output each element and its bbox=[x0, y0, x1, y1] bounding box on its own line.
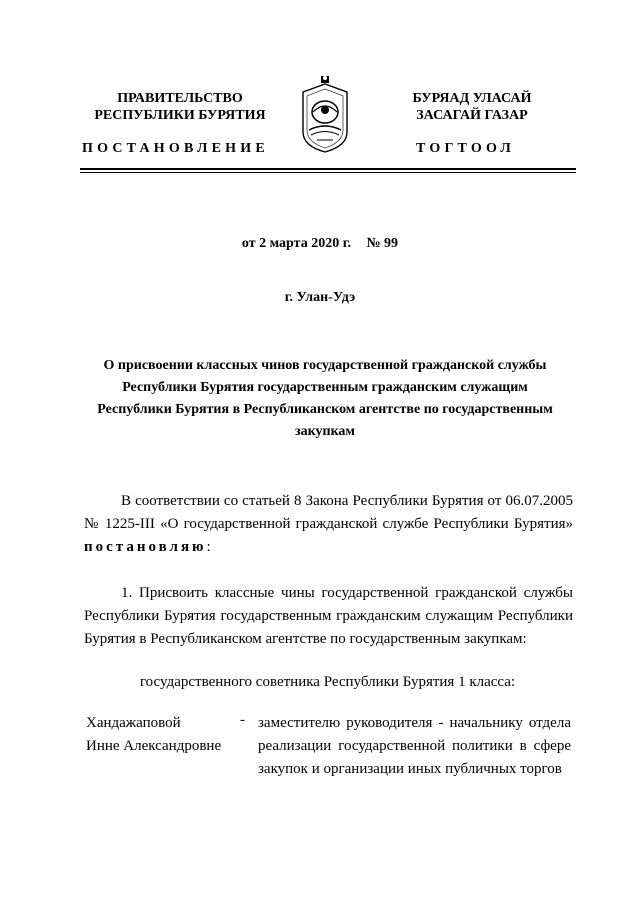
doc-type-left: ПОСТАНОВЛЕНИЕ bbox=[82, 141, 269, 156]
document-title: О присвоении классных чинов государственной гражданской службы Республики Бурятия государственным гражданским служащим Республики Бурятия в Республиканском агентстве по государственным закупкам bbox=[97, 358, 553, 439]
preamble-text: В соответствии со статьей 8 Закона Республики Бурятия от 06.07.2005 № 1225-III «О государственной гражданской службе Республики Бурятия» bbox=[84, 493, 573, 532]
paragraph-item-1: 1. Присвоить классные чины государственной гражданской службы Республики Бурятия государственным гражданским служащим Республики Бурятия в Республиканском агентстве по государственным закупкам: bbox=[84, 585, 573, 647]
date-line bbox=[0, 236, 640, 252]
government-name-ru-line2: РЕСПУБЛИКИ БУРЯТИЯ bbox=[94, 108, 266, 123]
header-right bbox=[372, 90, 572, 124]
appointee-surname: Хандажаповой bbox=[86, 715, 181, 731]
government-name-bua-line1: БУРЯАД УЛАСАЙ bbox=[412, 91, 532, 106]
appointee-name bbox=[86, 712, 246, 758]
coat-of-arms-icon bbox=[299, 74, 351, 154]
appointee-given-names: Инне Александровне bbox=[86, 738, 222, 754]
document-number: № 99 bbox=[366, 236, 399, 251]
header-left bbox=[80, 90, 280, 124]
appointee-position: заместителю руководителя - начальнику отдела реализации государственной политики в сфере закупок и организации иных публичных торгов bbox=[258, 715, 571, 777]
document-city: г. Улан-Удэ bbox=[284, 290, 356, 305]
preamble-end: : bbox=[206, 539, 211, 555]
paragraph-preamble bbox=[84, 490, 573, 559]
rank-heading: государственного советника Республики Бурятия 1 класса: bbox=[139, 674, 516, 690]
doc-type-right: ТОГТООЛ bbox=[416, 141, 516, 156]
government-name-ru-line1: ПРАВИТЕЛЬСТВО bbox=[117, 91, 243, 106]
header-rule-thin bbox=[80, 172, 576, 173]
header-rule bbox=[80, 168, 576, 170]
appointee-dash: - bbox=[240, 712, 245, 728]
preamble-emphasis: постановляю bbox=[84, 539, 207, 555]
government-name-bua-line2: ЗАСАГАЙ ГАЗАР bbox=[416, 108, 528, 123]
document-date: от 2 марта 2020 г. bbox=[241, 236, 351, 251]
